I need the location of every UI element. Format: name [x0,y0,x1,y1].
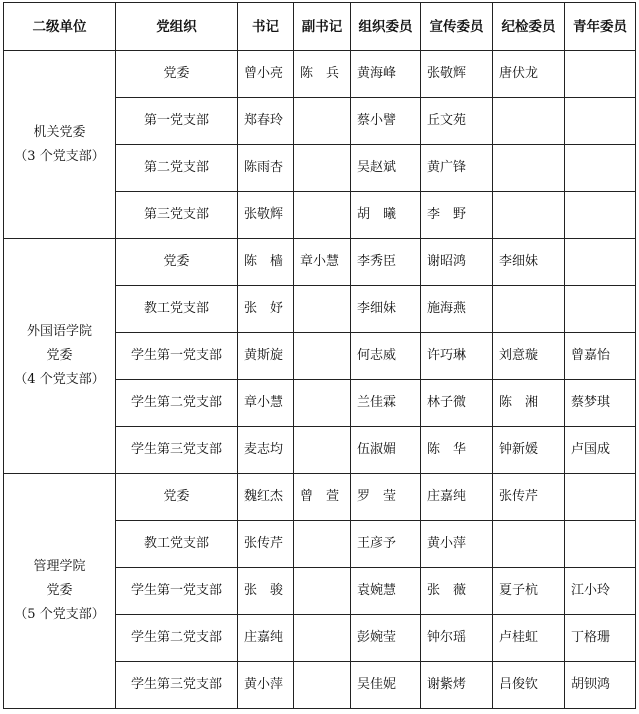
youth-member-cell: 江小玲 [565,568,636,615]
unit-name-cell [4,239,116,474]
unit-name-line: （5 个党支部） [14,607,105,622]
unit-name-line: 党委 [46,348,73,363]
organization-member-cell: 何志威 [351,333,421,380]
unit-name-line: （3 个党支部） [14,148,105,164]
organization-member-cell: 罗 莹 [351,474,421,521]
publicity-member-cell: 林子微 [421,380,493,427]
secretary-cell: 黄斯旋 [238,333,294,380]
secretary-cell: 陈 樯 [238,239,294,286]
publicity-member-cell: 黄小萍 [421,521,493,568]
unit-name-cell [4,474,116,709]
discipline-member-cell: 夏子杭 [493,568,565,615]
publicity-member-cell: 丘文苑 [421,98,493,145]
party-org-cell: 学生第三党支部 [116,427,238,474]
party-org-cell: 第一党支部 [116,98,238,145]
deputy-secretary-cell: 章小慧 [294,239,351,286]
unit-name-line: （4 个党支部） [14,372,105,387]
organization-member-cell: 李秀臣 [351,239,421,286]
discipline-member-cell [493,98,565,145]
organization-member-cell: 蔡小譬 [351,98,421,145]
discipline-member-cell: 唐伏龙 [493,51,565,98]
unit-name-line: 外国语学院 [26,324,92,339]
party-org-cell: 学生第三党支部 [116,662,238,709]
secretary-cell: 陈雨杏 [238,145,294,192]
publicity-member-cell: 许巧琳 [421,333,493,380]
discipline-member-cell: 钟新媛 [493,427,565,474]
youth-member-cell: 蔡梦琪 [565,380,636,427]
secretary-cell: 章小慧 [238,380,294,427]
youth-member-cell: 胡钡鸿 [565,662,636,709]
youth-member-cell [565,286,636,333]
secretary-cell: 郑春玲 [238,98,294,145]
party-org-cell: 学生第二党支部 [116,615,238,662]
header-discipline-member: 纪检委员 [493,3,565,51]
organization-member-cell: 王彦予 [351,521,421,568]
publicity-member-cell: 张 薇 [421,568,493,615]
discipline-member-cell: 陈 湘 [493,380,565,427]
party-organization-table [3,2,636,709]
organization-member-cell: 彭婉莹 [351,615,421,662]
party-org-cell: 学生第一党支部 [116,333,238,380]
table-body [4,51,636,709]
secretary-cell: 庄嘉纯 [238,615,294,662]
youth-member-cell [565,51,636,98]
secretary-cell: 张 骏 [238,568,294,615]
discipline-member-cell [493,521,565,568]
deputy-secretary-cell [294,662,351,709]
deputy-secretary-cell [294,145,351,192]
header-unit: 二级单位 [4,3,116,51]
deputy-secretary-cell [294,380,351,427]
secretary-cell: 张传芹 [238,521,294,568]
secretary-cell: 黄小萍 [238,662,294,709]
discipline-member-cell: 李细妹 [493,239,565,286]
youth-member-cell [565,98,636,145]
unit-name-line: 管理学院 [33,559,86,574]
publicity-member-cell: 李 野 [421,192,493,239]
organization-member-cell: 兰佳霖 [351,380,421,427]
header-row [4,3,636,51]
publicity-member-cell: 谢昭鸿 [421,239,493,286]
organization-member-cell: 李细妹 [351,286,421,333]
publicity-member-cell: 庄嘉纯 [421,474,493,521]
party-org-cell: 学生第二党支部 [116,380,238,427]
organization-member-cell: 吴赵斌 [351,145,421,192]
discipline-member-cell [493,286,565,333]
secretary-cell: 麦志均 [238,427,294,474]
deputy-secretary-cell [294,192,351,239]
youth-member-cell [565,521,636,568]
youth-member-cell [565,239,636,286]
deputy-secretary-cell [294,286,351,333]
unit-name-cell [4,51,116,239]
publicity-member-cell: 钟尔瑶 [421,615,493,662]
youth-member-cell: 丁格珊 [565,615,636,662]
party-org-cell: 教工党支部 [116,521,238,568]
organization-member-cell: 黄海峰 [351,51,421,98]
header-youth-member: 青年委员 [565,3,636,51]
party-org-cell: 教工党支部 [116,286,238,333]
header-publicity-member: 宣传委员 [421,3,493,51]
youth-member-cell [565,474,636,521]
table-row [4,239,636,286]
youth-member-cell: 卢国成 [565,427,636,474]
discipline-member-cell: 卢桂虹 [493,615,565,662]
discipline-member-cell: 刘意璇 [493,333,565,380]
secretary-cell: 魏红杰 [238,474,294,521]
deputy-secretary-cell [294,98,351,145]
deputy-secretary-cell: 曾 萱 [294,474,351,521]
discipline-member-cell [493,192,565,239]
header-secretary: 书记 [238,3,294,51]
publicity-member-cell: 黄广锋 [421,145,493,192]
party-org-cell: 学生第一党支部 [116,568,238,615]
deputy-secretary-cell: 陈 兵 [294,51,351,98]
organization-member-cell: 吴佳妮 [351,662,421,709]
organization-member-cell: 伍淑媚 [351,427,421,474]
secretary-cell: 曾小亮 [238,51,294,98]
deputy-secretary-cell [294,568,351,615]
party-org-cell: 党委 [116,474,238,521]
discipline-member-cell: 吕俊钦 [493,662,565,709]
unit-name-line: 党委 [46,583,73,598]
youth-member-cell: 曾嘉怡 [565,333,636,380]
party-org-cell: 第三党支部 [116,192,238,239]
deputy-secretary-cell [294,615,351,662]
publicity-member-cell: 施海燕 [421,286,493,333]
party-org-cell: 第二党支部 [116,145,238,192]
youth-member-cell [565,145,636,192]
youth-member-cell [565,192,636,239]
deputy-secretary-cell [294,333,351,380]
secretary-cell: 张敬辉 [238,192,294,239]
header-party-org: 党组织 [116,3,238,51]
organization-member-cell: 袁婉慧 [351,568,421,615]
organization-member-cell: 胡 曦 [351,192,421,239]
discipline-member-cell [493,145,565,192]
unit-name-line: 机关党委 [33,124,86,140]
deputy-secretary-cell [294,521,351,568]
header-deputy-secretary: 副书记 [294,3,351,51]
secretary-cell: 张 妤 [238,286,294,333]
header-organization-member: 组织委员 [351,3,421,51]
publicity-member-cell: 张敬辉 [421,51,493,98]
discipline-member-cell: 张传芹 [493,474,565,521]
deputy-secretary-cell [294,427,351,474]
party-org-cell: 党委 [116,239,238,286]
party-org-cell: 党委 [116,51,238,98]
table-row [4,51,636,98]
publicity-member-cell: 谢紫烤 [421,662,493,709]
table-row [4,474,636,521]
publicity-member-cell: 陈 华 [421,427,493,474]
